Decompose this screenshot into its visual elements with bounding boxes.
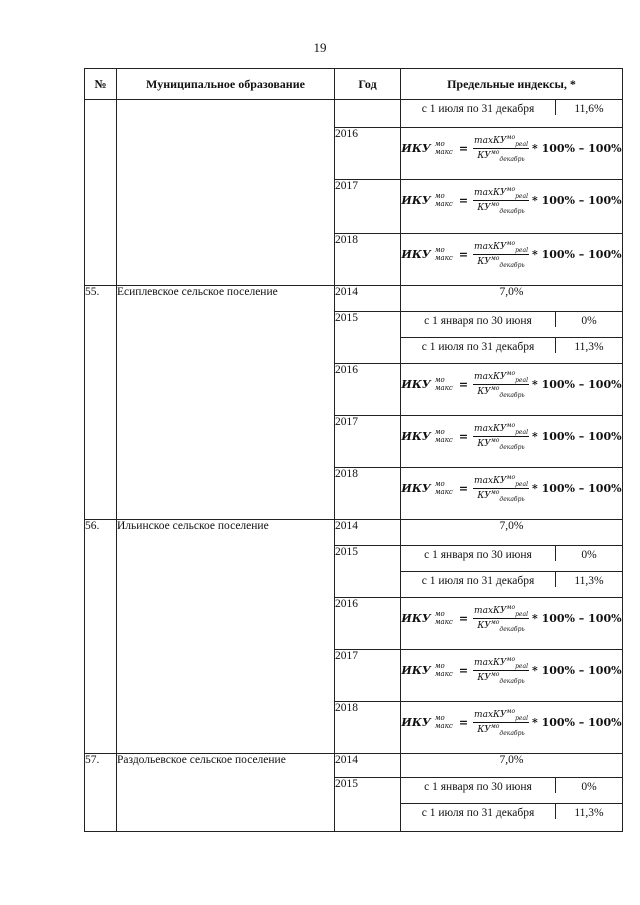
formula-iku-index xyxy=(435,714,453,730)
formula xyxy=(401,180,622,215)
denominator-text: КУ xyxy=(477,386,491,397)
numerator-text: maxКУ xyxy=(474,242,507,252)
table-row xyxy=(85,754,623,778)
formula-cell xyxy=(401,364,623,416)
period-value: 0% xyxy=(581,781,597,793)
formula-rest: * 100% – 100% xyxy=(531,715,622,729)
period-label: с 1 июля по 31 декабря xyxy=(401,572,556,587)
header-row xyxy=(85,69,623,100)
formula-iku-sub: макс xyxy=(434,254,453,263)
cell-year: 2016 xyxy=(335,598,401,650)
formula-numerator xyxy=(473,134,529,149)
numerator-text: maxКУ xyxy=(474,658,507,668)
formula-rest: * 100% – 100% xyxy=(531,141,622,155)
formula-numerator xyxy=(473,422,529,437)
cell-value: 7,0% xyxy=(401,754,623,778)
numerator-sub: реаl xyxy=(515,714,528,722)
table-row xyxy=(85,100,623,128)
header-municipality: Муниципальное образование xyxy=(117,69,335,100)
formula xyxy=(401,416,622,451)
numerator-sub: реаl xyxy=(515,428,528,436)
formula-equals: = xyxy=(458,429,469,443)
formula-iku-sup: мо xyxy=(434,714,445,723)
formula-equals: = xyxy=(458,715,469,729)
numerator-text: maxКУ xyxy=(474,424,507,434)
period-value: 11,6% xyxy=(574,103,604,115)
formula-equals: = xyxy=(458,141,469,155)
formula-fraction xyxy=(473,656,529,685)
page-number: 19 xyxy=(313,40,327,55)
formula-iku-index xyxy=(435,610,453,626)
formula-equals: = xyxy=(458,663,469,677)
formula-denominator xyxy=(477,201,524,215)
formula-rest: * 100% – 100% xyxy=(531,611,622,625)
cell-period xyxy=(401,100,623,128)
cell-period xyxy=(401,338,623,364)
formula-iku: ИКУ xyxy=(401,141,431,155)
formula-iku: ИКУ xyxy=(401,663,431,677)
formula-numerator xyxy=(473,186,529,201)
formula xyxy=(401,468,622,503)
denominator-sup: мо xyxy=(490,384,500,392)
cell-period xyxy=(401,312,623,338)
cell-year: 2018 xyxy=(335,234,401,286)
formula-iku-sup: мо xyxy=(434,480,445,489)
formula-numerator xyxy=(473,708,529,723)
period-value: 0% xyxy=(581,315,597,327)
cell-year xyxy=(335,100,401,128)
period-value: 11,3% xyxy=(574,341,604,353)
cell-year: 2015 xyxy=(335,778,401,832)
formula-iku-sub: макс xyxy=(434,384,453,393)
numerator-sub: реаl xyxy=(515,192,528,200)
formula-iku: ИКУ xyxy=(401,429,431,443)
formula-fraction xyxy=(473,708,529,737)
denominator-sub: декабрь xyxy=(499,207,525,215)
formula-iku-sup: мо xyxy=(434,376,445,385)
formula-rest: * 100% – 100% xyxy=(531,481,622,495)
cell-year: 2016 xyxy=(335,128,401,180)
cell-num: 56. xyxy=(85,520,117,754)
denominator-text: КУ xyxy=(477,490,491,501)
formula-cell xyxy=(401,180,623,234)
header-indices: Предельные индексы, * xyxy=(401,69,623,100)
formula xyxy=(401,650,622,685)
formula-cell xyxy=(401,234,623,286)
numerator-text: maxКУ xyxy=(474,136,507,146)
formula-fraction xyxy=(473,370,529,399)
numerator-sub: реаl xyxy=(515,662,528,670)
period-label: с 1 июля по 31 декабря xyxy=(401,338,556,353)
formula xyxy=(401,598,622,633)
numerator-text: maxКУ xyxy=(474,606,507,616)
numerator-sub: реаl xyxy=(515,480,528,488)
formula-numerator xyxy=(473,474,529,489)
formula-numerator xyxy=(473,656,529,671)
formula-rest: * 100% – 100% xyxy=(531,193,622,207)
cell-year: 2018 xyxy=(335,702,401,754)
denominator-sub: декабрь xyxy=(499,261,525,269)
formula-denominator xyxy=(477,619,524,633)
cell-year: 2015 xyxy=(335,312,401,364)
denominator-text: КУ xyxy=(477,438,491,449)
formula-cell xyxy=(401,128,623,180)
numerator-text: maxКУ xyxy=(474,710,507,720)
formula-fraction xyxy=(473,186,529,215)
numerator-sup: мо xyxy=(506,240,516,247)
formula-iku-index xyxy=(435,428,453,444)
formula-iku: ИКУ xyxy=(401,193,431,207)
denominator-sup: мо xyxy=(490,148,500,156)
period-value: 11,3% xyxy=(574,575,604,587)
formula-rest: * 100% – 100% xyxy=(531,663,622,677)
period-label: с 1 июля по 31 декабря xyxy=(401,804,556,819)
formula-iku: ИКУ xyxy=(401,247,431,261)
cell-year: 2017 xyxy=(335,416,401,468)
table-row xyxy=(85,286,623,312)
formula-iku-sub: макс xyxy=(434,436,453,445)
formula-iku-sup: мо xyxy=(434,246,445,255)
denominator-sup: мо xyxy=(490,618,500,626)
denominator-text: КУ xyxy=(477,620,491,631)
formula-cell xyxy=(401,416,623,468)
formula-iku: ИКУ xyxy=(401,377,431,391)
formula-iku-index xyxy=(435,246,453,262)
formula-iku-sup: мо xyxy=(434,428,445,437)
denominator-text: КУ xyxy=(477,672,491,683)
numerator-text: maxКУ xyxy=(474,188,507,198)
formula-fraction xyxy=(473,134,529,163)
denominator-sub: декабрь xyxy=(499,155,525,163)
formula xyxy=(401,128,622,163)
denominator-sub: декабрь xyxy=(499,677,525,685)
cell-period xyxy=(401,546,623,572)
cell-value: 7,0% xyxy=(401,520,623,546)
period-value: 11,3% xyxy=(574,807,604,819)
cell-municipality: Раздольевское сельское поселение xyxy=(117,754,335,832)
formula-fraction xyxy=(473,240,529,269)
formula-iku-sub: макс xyxy=(434,200,453,209)
cell-period xyxy=(401,804,623,832)
formula-iku-index xyxy=(435,376,453,392)
denominator-text: КУ xyxy=(477,256,491,267)
denominator-sub: декабрь xyxy=(499,625,525,633)
formula-denominator xyxy=(477,489,524,503)
numerator-sup: мо xyxy=(506,370,516,377)
denominator-sub: декабрь xyxy=(499,391,525,399)
cell-period xyxy=(401,778,623,804)
numerator-sup: мо xyxy=(506,422,516,429)
denominator-text: КУ xyxy=(477,724,491,735)
cell-municipality xyxy=(117,100,335,286)
numerator-sub: реаl xyxy=(515,246,528,254)
formula-iku-sup: мо xyxy=(434,662,445,671)
cell-num xyxy=(85,100,117,286)
formula-cell xyxy=(401,702,623,754)
formula-iku: ИКУ xyxy=(401,715,431,729)
formula xyxy=(401,702,622,737)
numerator-sup: мо xyxy=(506,604,516,611)
formula-fraction xyxy=(473,422,529,451)
cell-year: 2017 xyxy=(335,650,401,702)
numerator-sup: мо xyxy=(506,708,516,715)
cell-year: 2016 xyxy=(335,364,401,416)
period-value: 0% xyxy=(581,549,597,561)
formula-fraction xyxy=(473,604,529,633)
formula-denominator xyxy=(477,255,524,269)
formula-iku-index xyxy=(435,480,453,496)
period-label: с 1 января по 30 июня xyxy=(401,778,556,793)
formula-iku-sub: макс xyxy=(434,722,453,731)
formula-cell xyxy=(401,598,623,650)
cell-num: 55. xyxy=(85,286,117,520)
cell-year: 2017 xyxy=(335,180,401,234)
denominator-sup: мо xyxy=(490,200,500,208)
cell-municipality: Ильинское сельское поселение xyxy=(117,520,335,754)
denominator-sup: мо xyxy=(490,488,500,496)
denominator-sub: декабрь xyxy=(499,495,525,503)
numerator-sup: мо xyxy=(506,134,516,141)
cell-year: 2015 xyxy=(335,546,401,598)
denominator-sup: мо xyxy=(490,670,500,678)
numerator-sub: реаl xyxy=(515,610,528,618)
numerator-text: maxКУ xyxy=(474,476,507,486)
formula xyxy=(401,234,622,269)
denominator-text: КУ xyxy=(477,150,491,161)
formula-iku-sub: макс xyxy=(434,618,453,627)
formula-equals: = xyxy=(458,611,469,625)
formula-rest: * 100% – 100% xyxy=(531,377,622,391)
formula-numerator xyxy=(473,604,529,619)
formula-denominator xyxy=(477,149,524,163)
denominator-sub: декабрь xyxy=(499,729,525,737)
denominator-sup: мо xyxy=(490,436,500,444)
formula-iku-index xyxy=(435,662,453,678)
formula-numerator xyxy=(473,240,529,255)
numerator-sup: мо xyxy=(506,474,516,481)
formula-cell xyxy=(401,468,623,520)
cell-year: 2014 xyxy=(335,754,401,778)
formula-iku-sub: макс xyxy=(434,670,453,679)
header-num: № xyxy=(85,69,117,100)
denominator-sup: мо xyxy=(490,722,500,730)
numerator-sub: реаl xyxy=(515,140,528,148)
formula-denominator xyxy=(477,671,524,685)
formula-fraction xyxy=(473,474,529,503)
cell-year: 2014 xyxy=(335,286,401,312)
numerator-sup: мо xyxy=(506,186,516,193)
formula-equals: = xyxy=(458,247,469,261)
formula-denominator xyxy=(477,385,524,399)
formula xyxy=(401,364,622,399)
period-label: с 1 января по 30 июня xyxy=(401,312,556,327)
formula-equals: = xyxy=(458,481,469,495)
formula-rest: * 100% – 100% xyxy=(531,247,622,261)
formula-iku: ИКУ xyxy=(401,481,431,495)
cell-year: 2014 xyxy=(335,520,401,546)
period-label: с 1 января по 30 июня xyxy=(401,546,556,561)
cell-value: 7,0% xyxy=(401,286,623,312)
period-label: с 1 июля по 31 декабря xyxy=(401,100,556,115)
denominator-sub: декабрь xyxy=(499,443,525,451)
indices-table xyxy=(84,68,623,832)
cell-municipality: Есиплевское сельское поселение xyxy=(117,286,335,520)
formula-denominator xyxy=(477,437,524,451)
formula-iku-index xyxy=(435,192,453,208)
numerator-text: maxКУ xyxy=(474,372,507,382)
formula-equals: = xyxy=(458,377,469,391)
numerator-sup: мо xyxy=(506,656,516,663)
formula-iku-sup: мо xyxy=(434,140,445,149)
cell-period xyxy=(401,572,623,598)
formula-denominator xyxy=(477,723,524,737)
formula-iku: ИКУ xyxy=(401,611,431,625)
cell-num: 57. xyxy=(85,754,117,832)
denominator-sup: мо xyxy=(490,254,500,262)
formula-iku-index xyxy=(435,140,453,156)
formula-rest: * 100% – 100% xyxy=(531,429,622,443)
formula-iku-sup: мо xyxy=(434,610,445,619)
formula-equals: = xyxy=(458,193,469,207)
formula-iku-sup: мо xyxy=(434,192,445,201)
numerator-sub: реаl xyxy=(515,376,528,384)
formula-iku-sub: макс xyxy=(434,148,453,157)
cell-year: 2018 xyxy=(335,468,401,520)
denominator-text: КУ xyxy=(477,202,491,213)
formula-cell xyxy=(401,650,623,702)
header-year: Год xyxy=(335,69,401,100)
formula-iku-sub: макс xyxy=(434,488,453,497)
formula-numerator xyxy=(473,370,529,385)
table-row xyxy=(85,520,623,546)
